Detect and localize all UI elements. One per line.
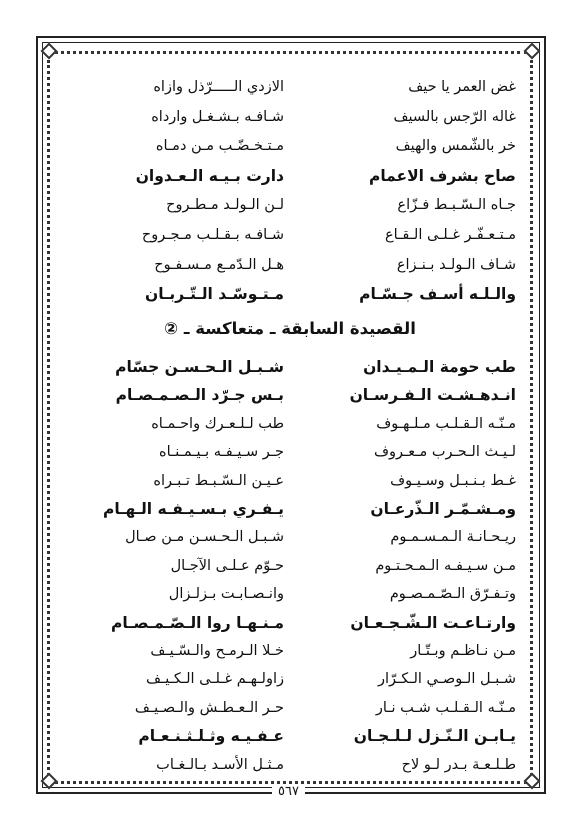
verse-second-hemistich: دارت بـيـه الـعـدوان (135, 166, 284, 185)
verse-first-hemistich: وارتـاعـت الـشّـجـعـان (350, 613, 516, 632)
verse-second-hemistich: مـتـخـضّـب مـن دمـاه (155, 138, 284, 155)
verse-first-hemistich: مـن نـاظـم وبـتّـار (410, 643, 516, 659)
page-number-label: ٥٦٧ (272, 784, 305, 799)
verse-row (64, 468, 516, 494)
verse-first-hemistich: مـن سـيـفـه الـمـحـتـوم (375, 557, 516, 574)
verse-row (64, 581, 516, 607)
verse-row (64, 163, 516, 189)
verse-second-hemistich: طب لـلـعـرك واحـمـاه (151, 415, 284, 432)
verse-second-hemistich: حـوّم عـلـى الآجـال (170, 557, 284, 574)
verse-second-hemistich: لـن الـولـد مـطـروح (166, 197, 284, 214)
verse-second-hemistich: مـثـل الأسـد بـالـغـاب (156, 756, 284, 773)
poem-heading: القصيدة السابقة ـ متعاكسة ـ ② (164, 319, 416, 338)
verse-row (64, 192, 516, 218)
verse-second-hemistich: عـفـيـه وثـلـثـنـعـام (138, 727, 284, 746)
verse-first-hemistich: طب حومة الـمـيـدان (363, 358, 516, 376)
verse-row (64, 723, 516, 749)
verse-row (64, 74, 516, 100)
verse-second-hemistich: خـلا الـرمـح والـسّـيـف (150, 643, 284, 659)
verse-second-hemistich: بـس جـرّد الـصـمـصـام (115, 386, 284, 405)
verse-second-hemistich: شـبـل الـحـسـن مـن صـال (125, 529, 284, 546)
verse-second-hemistich: شـبـل الـحـسـن جسّام (115, 358, 284, 376)
decorative-border-left (47, 60, 51, 776)
verse-second-hemistich: مـتـوسّـد الـتّـربـان (145, 285, 284, 304)
verse-row (64, 104, 516, 130)
decorative-border-top (54, 51, 528, 55)
decorative-border-right (530, 60, 534, 776)
verse-first-hemistich: غـط بـنـبـل وسـيـوف (390, 472, 516, 489)
verse-first-hemistich: يـابـن الـنّـزل لـلـجـان (353, 727, 516, 746)
verse-row (64, 439, 516, 465)
verse-first-hemistich: غض العمر يا حيف (408, 79, 516, 95)
verse-second-hemistich: عـيـن الـسّـبـط تـبـراه (153, 472, 284, 489)
verse-row (64, 666, 516, 692)
verse-row (64, 382, 516, 408)
verse-second-hemistich: شـافـه بـشـغـل وارداه (151, 108, 284, 125)
verse-first-hemistich: مـنّـه الـقـلـب مـلـهـوف (376, 415, 516, 432)
verse-first-hemistich: ومـشـمّـر الـذّرعـان (370, 500, 516, 518)
verse-second-hemistich: زاولـهـم غـلـى الـكـيـف (145, 671, 284, 688)
verse-row (64, 354, 516, 380)
verse-first-hemistich: شـبـل الـوصـي الـكـرّار (377, 671, 516, 688)
verse-second-hemistich: جـر سـيـفـه بـيـمـنـاه (159, 444, 284, 461)
verse-first-hemistich: انـدهـشـت الـفـرسـان (349, 386, 516, 405)
verse-row (64, 610, 516, 636)
verse-row (64, 553, 516, 579)
verse-first-hemistich: خر بالشّمس والهيف (395, 138, 516, 155)
verse-row (64, 524, 516, 550)
verse-row (64, 638, 516, 664)
verse-first-hemistich: وتـفـرّق الـصّـمـصـوم (389, 586, 516, 603)
verse-row (64, 133, 516, 159)
verse-first-hemistich: مـنّـه الـقـلـب شـب نـار (375, 699, 516, 716)
verse-first-hemistich: طـلـعـة بـدر لـو لاح (401, 756, 516, 773)
verse-row (64, 411, 516, 437)
verse-second-hemistich: شـافـه بـقـلـب مـجـروح (141, 227, 284, 243)
page-number (0, 784, 577, 800)
verse-first-hemistich: والـلـه أسـف جـسّـام (359, 285, 516, 304)
verse-second-hemistich: يـفـري بـسـيـفـه الـهـام (102, 500, 284, 518)
verse-second-hemistich: حـر الـعـطـش والـصـيـف (134, 699, 284, 716)
verse-first-hemistich: غاله الرّجس بالسيف (393, 108, 516, 125)
verse-second-hemistich: الازدي الـــــرّذل وازاه (153, 79, 284, 95)
verse-first-hemistich: جـاه الـسّـبـط فـزّاع (397, 197, 516, 214)
verse-first-hemistich: لـيـث الـحـرب مـعـروف (374, 444, 516, 461)
verse-second-hemistich: مـنـهـا روا الـصّـمـصـام (111, 613, 284, 632)
verse-first-hemistich: شـاف الـولـد بـنـزاع (396, 256, 516, 273)
verse-first-hemistich: ريـحـانـة الـمـسـمـوم (390, 529, 516, 546)
verse-first-hemistich: مـتـعـفّـر غـلـى الـقـاع (385, 227, 516, 243)
verse-row (64, 695, 516, 721)
verse-row (64, 496, 516, 522)
verse-second-hemistich: هـل الـدّمـع مـسـفـوح (154, 256, 284, 273)
verse-row (64, 752, 516, 778)
verse-row (64, 222, 516, 248)
verse-row (64, 281, 516, 307)
verse-first-hemistich: صاح بشرف الاعمام (368, 166, 516, 185)
verse-row (64, 252, 516, 278)
verse-second-hemistich: وانـصـابـت بـزلـزال (168, 586, 284, 603)
